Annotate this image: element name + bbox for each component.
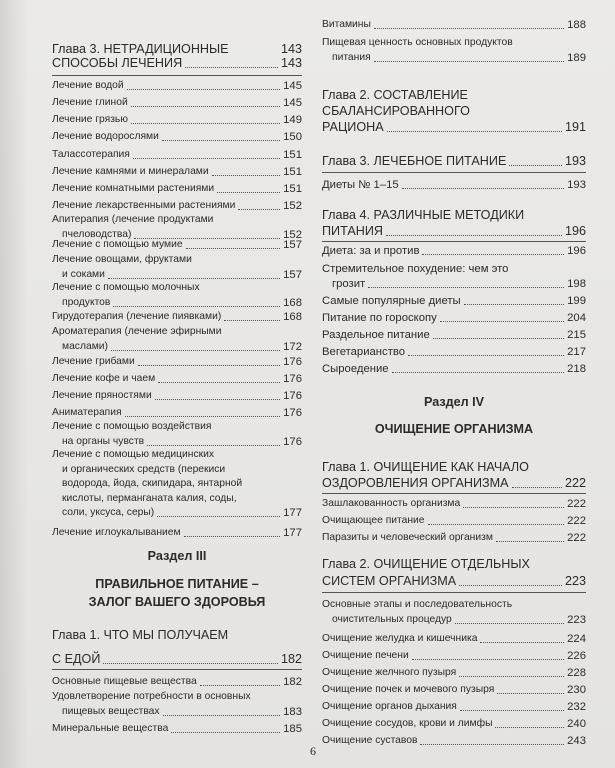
toc-entry-title: Аниматерапия: [52, 407, 122, 418]
toc-entry-line: [52, 325, 302, 339]
toc-page-number: 185: [283, 723, 302, 735]
toc-entry-title: Лечение с помощью мумие: [52, 239, 183, 250]
section-heading: ПРАВИЛЬНОЕ ПИТАНИЕ –: [95, 577, 259, 591]
page-gutter-shadow: [0, 0, 28, 768]
toc-entry: [52, 506, 302, 520]
toc-entry: [52, 372, 302, 386]
toc-entry-line: [52, 253, 302, 267]
toc-page-number: 191: [564, 120, 586, 134]
toc-page-number: 230: [567, 684, 586, 696]
toc-page-number: 182: [280, 652, 302, 666]
toc-page-number: 217: [567, 346, 586, 358]
toc-chapter-title: СИСТЕМ ОРГАНИЗМА: [322, 574, 457, 588]
toc-entry-title: Лечение с помощью медицинских: [52, 449, 215, 460]
toc-entry-title: Очищение печени: [322, 650, 409, 661]
toc-entry-title: Витамины: [322, 19, 371, 30]
toc-chapter: [322, 104, 586, 119]
dot-leader: [422, 254, 564, 255]
toc-entry: [52, 113, 302, 127]
toc-entry-line: [52, 477, 302, 491]
toc-chapter-title: Глава 2. ОЧИЩЕНИЕ ОТДЕЛЬНЫХ: [322, 557, 530, 571]
toc-entry-title: водорода, йода, скипидара, янтарной: [62, 478, 243, 489]
toc-entry-title: Минеральные вещества: [52, 723, 169, 734]
toc-entry-title: Зашлакованность организма: [322, 498, 461, 509]
toc-entry: [52, 296, 302, 310]
dot-leader: [163, 715, 281, 716]
toc-entry-title: Диеты № 1–15: [322, 179, 399, 191]
toc-entry-title: и органических средств (перекиси: [62, 463, 226, 475]
toc-page-number: 188: [567, 19, 586, 31]
dot-leader: [463, 507, 564, 508]
section-heading: Раздел IV: [423, 395, 485, 409]
toc-page-number: 157: [283, 239, 302, 251]
toc-chapter: [322, 224, 586, 239]
section-divider: [322, 493, 586, 494]
toc-entry-title: Лечение кофе и чаем: [52, 373, 156, 384]
toc-entry-title: Апитерапия (лечение продуктами: [52, 214, 214, 225]
dot-leader: [464, 304, 564, 305]
toc-page-number: 151: [283, 183, 302, 195]
toc-page-number: 143: [280, 56, 302, 70]
toc-page-number: 157: [283, 269, 302, 281]
dot-leader: [459, 676, 564, 677]
dot-leader: [460, 710, 564, 711]
toc-chapter-title: Глава 3. ЛЕЧЕБНОЕ ПИТАНИЕ: [322, 154, 507, 168]
toc-entry-title: Лечение водорослями: [52, 131, 159, 142]
dot-leader: [158, 382, 280, 383]
toc-entry-title: Удовлетворение потребности в основных: [52, 691, 251, 702]
toc-page-number: 222: [567, 498, 586, 510]
toc-entry-line: [52, 463, 302, 477]
toc-chapter-title: СПОСОБЫ ЛЕЧЕНИЯ: [52, 56, 183, 70]
toc-chapter: [52, 628, 302, 643]
toc-entry-line: [52, 448, 302, 462]
dot-leader: [162, 140, 280, 141]
toc-chapter: [322, 574, 586, 589]
toc-chapter: [322, 120, 586, 135]
section-divider: [322, 241, 586, 242]
dot-leader: [200, 685, 280, 686]
dot-leader: [455, 623, 564, 624]
toc-entry-title: Стремительное похудение: чем это: [322, 263, 509, 275]
toc-entry-title: Очищение органов дыхания: [322, 701, 457, 712]
toc-entry-title: Основные пищевые вещества: [52, 676, 197, 687]
toc-entry-line: [52, 492, 302, 506]
toc-entry-title: Лечение лекарственными растениями: [52, 200, 236, 211]
section-divider: [322, 592, 586, 593]
toc-entry-title: Талассотерапия: [52, 149, 130, 160]
section-heading: Раздел III: [147, 549, 207, 563]
toc-chapter: [52, 56, 302, 71]
toc-entry: [322, 649, 586, 663]
toc-page-number: 151: [283, 166, 302, 178]
toc-chapter: [322, 476, 586, 491]
dot-leader: [131, 123, 280, 124]
toc-entry: [322, 362, 586, 376]
toc-page-number: 196: [564, 224, 586, 238]
toc-page-number: 145: [283, 80, 302, 92]
dot-leader: [402, 188, 564, 189]
toc-entry: [52, 96, 302, 110]
dot-leader: [238, 209, 280, 210]
toc-page-number: 240: [567, 718, 586, 730]
toc-chapter-title: Глава 3. НЕТРАДИЦИОННЫЕ: [52, 42, 229, 56]
dot-leader: [125, 416, 281, 417]
toc-page-number: 152: [283, 229, 302, 241]
dot-leader: [412, 659, 564, 660]
toc-chapter: [322, 88, 586, 103]
dot-leader: [392, 372, 565, 373]
toc-page-number: 204: [567, 312, 586, 324]
toc-entry-title: Лечение с помощью воздействия: [52, 421, 212, 432]
page-number: 6: [310, 744, 316, 758]
toc-entry-title: Пищевая ценность основных продуктов: [322, 37, 513, 48]
toc-entry-title: Диета: за и против: [322, 245, 420, 257]
toc-entry-title: очистительных процедур: [332, 614, 452, 625]
toc-entry: [52, 526, 302, 540]
toc-page-number: 199: [567, 295, 586, 307]
toc-entry-line: [52, 690, 302, 704]
toc-page-number: 176: [283, 407, 302, 419]
toc-entry-title: Лечение с помощью молочных: [52, 282, 200, 293]
toc-entry: [322, 666, 586, 680]
toc-entry: [322, 613, 586, 627]
toc-page-number: 226: [567, 650, 586, 662]
toc-entry: [52, 268, 302, 282]
dot-leader: [111, 350, 280, 351]
toc-entry-title: маслами): [62, 341, 108, 352]
toc-entry: [322, 734, 586, 748]
toc-entry-title: Лечение овощами, фруктами: [52, 254, 192, 265]
toc-entry-line: [52, 420, 302, 434]
toc-entry: [52, 722, 302, 736]
toc-page-number: 193: [564, 154, 586, 168]
toc-entry: [52, 199, 302, 213]
toc-page-number: 222: [567, 515, 586, 527]
section-heading: ОЧИЩЕНИЕ ОРГАНИЗМА: [374, 422, 534, 436]
toc-page-number: 168: [283, 311, 302, 323]
toc-entry: [322, 683, 586, 697]
toc-entry-title: Сыроедение: [322, 363, 389, 375]
dot-leader: [127, 89, 281, 90]
toc-entry-title: продуктов: [62, 297, 111, 308]
toc-page-number: 152: [283, 200, 302, 212]
toc-entry-title: Паразиты и человеческий организм: [322, 532, 493, 543]
dot-leader: [155, 399, 280, 400]
toc-entry: [322, 294, 586, 308]
toc-entry-title: Питание по гороскопу: [322, 312, 437, 324]
toc-entry: [52, 675, 302, 689]
dot-leader: [374, 28, 564, 29]
dot-leader: [459, 585, 562, 586]
section-divider: [52, 669, 302, 670]
toc-page-number: 149: [283, 114, 302, 126]
dot-leader: [386, 235, 562, 236]
dot-leader: [186, 248, 281, 249]
dot-leader: [133, 158, 280, 159]
toc-page-number: 228: [567, 667, 586, 679]
toc-entry: [52, 389, 302, 403]
toc-entry-title: Раздельное питание: [322, 329, 430, 341]
toc-entry-title: Гирудотерапия (лечение пиявками): [52, 311, 222, 322]
section-divider: [52, 75, 302, 76]
toc-entry: [322, 277, 586, 291]
section-heading: ЗАЛОГ ВАШЕГО ЗДОРОВЬЯ: [88, 595, 266, 609]
toc-chapter-title: ПИТАНИЯ: [322, 224, 384, 238]
toc-entry: [322, 717, 586, 731]
toc-entry: [322, 311, 586, 325]
dot-leader: [433, 338, 564, 339]
dot-leader: [408, 355, 564, 356]
toc-entry: [322, 51, 586, 65]
toc-page-number: 223: [567, 614, 586, 626]
toc-page-number: 177: [283, 507, 302, 519]
toc-chapter-title: ОЗДОРОВЛЕНИЯ ОРГАНИЗМА: [322, 476, 509, 490]
toc-page-number: 151: [283, 149, 302, 161]
toc-entry: [52, 148, 302, 162]
dot-leader: [440, 321, 564, 322]
toc-entry-title: и соками: [62, 269, 105, 280]
toc-chapter: [322, 460, 586, 475]
toc-page-number: 176: [283, 356, 302, 368]
toc-entry: [322, 497, 586, 511]
toc-entry-title: Ароматерапия (лечение эфирными: [52, 326, 222, 337]
toc-chapter-title: Глава 2. СОСТАВЛЕНИЕ: [322, 88, 468, 102]
dot-leader: [171, 732, 280, 733]
toc-entry-line: [52, 281, 302, 295]
toc-entry: [322, 178, 586, 192]
toc-page-number: 218: [567, 363, 586, 375]
toc-page-number: 176: [283, 436, 302, 448]
toc-chapter-title: С ЕДОЙ: [52, 652, 101, 666]
toc-entry-title: Самые популярные диеты: [322, 295, 461, 307]
dot-leader: [185, 67, 278, 68]
toc-entry: [52, 130, 302, 144]
toc-entry: [322, 244, 586, 258]
dot-leader: [147, 445, 280, 446]
toc-entry: [52, 340, 302, 354]
toc-entry: [322, 328, 586, 342]
toc-page-number: 196: [567, 245, 586, 257]
toc-page-number: 224: [567, 633, 586, 645]
dot-leader: [103, 663, 278, 664]
toc-entry-title: Очищение почек и мочевого пузыря: [322, 684, 495, 695]
toc-entry-title: соли, уксуса, серы): [62, 507, 155, 518]
toc-chapter-title: Глава 1. ОЧИЩЕНИЕ КАК НАЧАЛО: [322, 460, 529, 474]
toc-page-number: 215: [567, 329, 586, 341]
toc-page-number: 150: [283, 131, 302, 143]
toc-entry-title: на органы чувств: [62, 436, 145, 447]
dot-leader: [212, 175, 281, 176]
toc-page-number: 143: [280, 42, 302, 56]
toc-entry-title: Лечение иглоукалыванием: [52, 527, 181, 538]
toc-entry-line: [322, 36, 586, 50]
toc-entry-title: пчеловодства): [62, 229, 132, 240]
dot-leader: [387, 131, 562, 132]
toc-page-number: 145: [283, 97, 302, 109]
toc-chapter: [52, 652, 302, 667]
toc-entry: [322, 345, 586, 359]
toc-page-number: 223: [564, 574, 586, 588]
toc-entry: [322, 514, 586, 528]
toc-chapter: [322, 557, 586, 572]
dot-leader: [184, 536, 281, 537]
toc-chapter-title: Глава 4. РАЗЛИЧНЫЕ МЕТОДИКИ: [322, 208, 525, 222]
dot-leader: [496, 541, 564, 542]
toc-entry-title: Лечение глиной: [52, 97, 128, 108]
toc-page-number: 183: [283, 706, 302, 718]
toc-entry-line: [322, 262, 586, 276]
dot-leader: [224, 320, 280, 321]
toc-page-number: 198: [567, 278, 586, 290]
toc-entry: [52, 705, 302, 719]
toc-entry-title: Очищение сосудов, крови и лимфы: [322, 718, 493, 729]
toc-entry-title: Очищающее питание: [322, 515, 425, 526]
toc-entry-title: пищевых веществах: [62, 706, 160, 717]
toc-page-number: 193: [567, 179, 586, 191]
toc-entry: [52, 355, 302, 369]
toc-page-number: 172: [283, 341, 302, 353]
dot-leader: [495, 727, 564, 728]
toc-page-number: 222: [567, 532, 586, 544]
dot-leader: [157, 516, 280, 517]
toc-entry-title: Лечение грибами: [52, 356, 135, 367]
toc-chapter: [52, 42, 302, 57]
toc-entry-title: Вегетарианство: [322, 346, 406, 358]
toc-entry-title: Очищение желудка и кишечника: [322, 633, 478, 644]
dot-leader: [480, 642, 564, 643]
dot-leader: [420, 744, 564, 745]
dot-leader: [108, 278, 280, 279]
toc-entry-title: Лечение грязью: [52, 114, 129, 125]
toc-page-number: 189: [567, 52, 586, 64]
toc-entry-line: [322, 598, 586, 612]
toc-entry: [52, 165, 302, 179]
toc-chapter: [322, 208, 586, 223]
toc-entry-title: питания: [332, 52, 371, 63]
toc-entry-title: Лечение камнями и минералами: [52, 166, 209, 177]
section-divider: [322, 172, 586, 173]
toc-page-number: 168: [283, 297, 302, 309]
dot-leader: [138, 365, 280, 366]
toc-chapter-title: СБАЛАНСИРОВАННОГО: [322, 104, 470, 118]
toc-entry-title: Лечение пряностями: [52, 390, 152, 401]
toc-page-number: 182: [283, 676, 302, 688]
toc-page-number: 177: [283, 527, 302, 539]
toc-page-number: 243: [567, 735, 586, 747]
toc-entry: [52, 406, 302, 420]
toc-entry-title: Основные этапы и последовательность: [322, 599, 513, 610]
toc-page-number: 222: [564, 476, 586, 490]
toc-entry: [322, 632, 586, 646]
dot-leader: [113, 306, 280, 307]
toc-entry: [52, 435, 302, 449]
toc-page-number: 176: [283, 373, 302, 385]
dot-leader: [217, 192, 280, 193]
toc-entry: [52, 182, 302, 196]
toc-entry: [52, 310, 302, 324]
dot-leader: [512, 487, 562, 488]
toc-entry: [322, 18, 586, 32]
toc-entry: [322, 700, 586, 714]
toc-entry-title: Лечение водой: [52, 80, 124, 91]
toc-entry-title: кислоты, перманганата калия, соды,: [62, 492, 237, 504]
toc-entry-title: Очищение суставов: [322, 735, 418, 746]
toc-chapter-title: РАЦИОНА: [322, 120, 384, 134]
dot-leader: [497, 693, 564, 694]
toc-entry-line: [52, 213, 302, 227]
toc-entry-title: Очищение желчного пузыря: [322, 667, 457, 678]
toc-entry-title: Лечение комнатными растениями: [52, 183, 215, 194]
toc-chapter: [322, 154, 586, 169]
dot-leader: [368, 287, 564, 288]
toc-entry: [52, 238, 302, 252]
toc-page-number: 232: [567, 701, 586, 713]
toc-entry: [52, 79, 302, 93]
dot-leader: [509, 165, 562, 166]
dot-leader: [131, 106, 280, 107]
dot-leader: [428, 524, 565, 525]
toc-entry: [322, 531, 586, 545]
dot-leader: [374, 61, 564, 62]
toc-chapter-title: Глава 1. ЧТО МЫ ПОЛУЧАЕМ: [52, 628, 229, 642]
toc-page-number: 176: [283, 390, 302, 402]
toc-entry-title: грозит: [332, 278, 366, 290]
